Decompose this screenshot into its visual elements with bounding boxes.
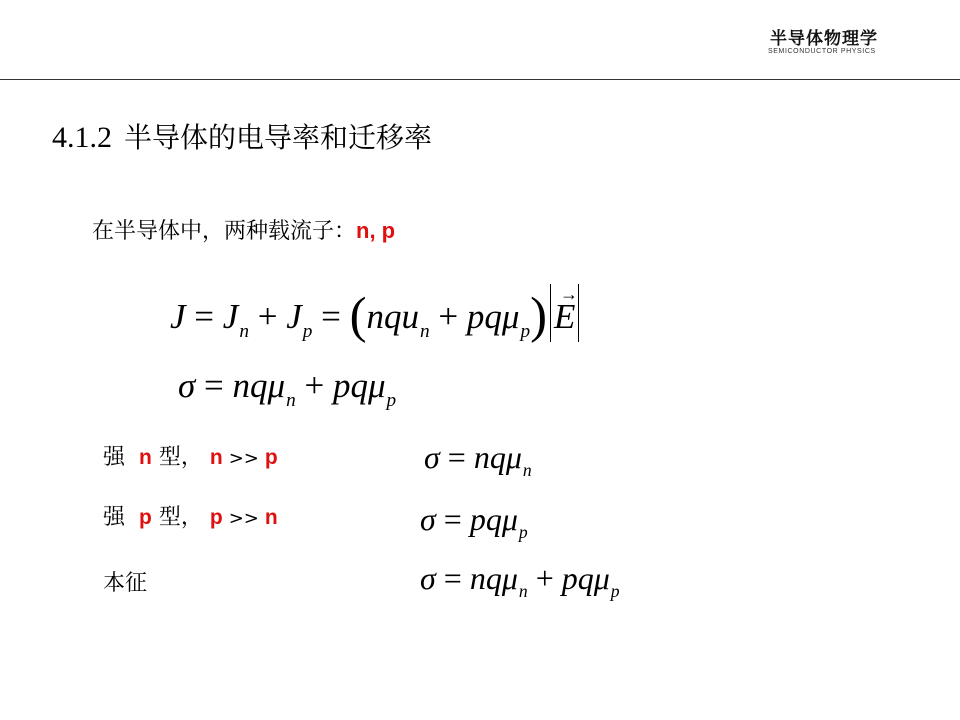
- strong-p-type-label: 强 p 型， p >> n: [103, 505, 278, 530]
- intro-line: [92, 214, 395, 245]
- strong-p-conductivity-equation: σ = pqμ$_p$: [420, 501, 528, 542]
- intrinsic-label: 本征: [103, 571, 148, 596]
- strong-n-type-label: 强 n 型， n >> p: [103, 445, 278, 470]
- conductivity-equation: σ = nqμ$_n$ + pqμ$_p$: [178, 366, 397, 411]
- current-density-equation: $J = J_n + J_p = (nqu_n + pq\mu_p)$ E →: [170, 284, 579, 344]
- header-divider: [0, 79, 960, 80]
- intrinsic-conductivity-equation: σ = nqμ$_n$ + pqμ$_p$: [420, 560, 620, 601]
- section-title-text: 半导体的电导率和迁移率: [124, 121, 433, 154]
- course-logo-title: 半导体物理学: [770, 29, 878, 49]
- section-title: [52, 116, 432, 156]
- strong-n-conductivity-equation: σ = nqμ$_n$: [424, 439, 532, 480]
- section-number: 4.1.2: [52, 121, 112, 154]
- course-logo-subtitle: SEMICONDUCTOR PHYSICS: [768, 48, 876, 55]
- carriers-label: n, p: [356, 218, 396, 243]
- intro-text: 在半导体中，两种载流子：: [92, 219, 357, 244]
